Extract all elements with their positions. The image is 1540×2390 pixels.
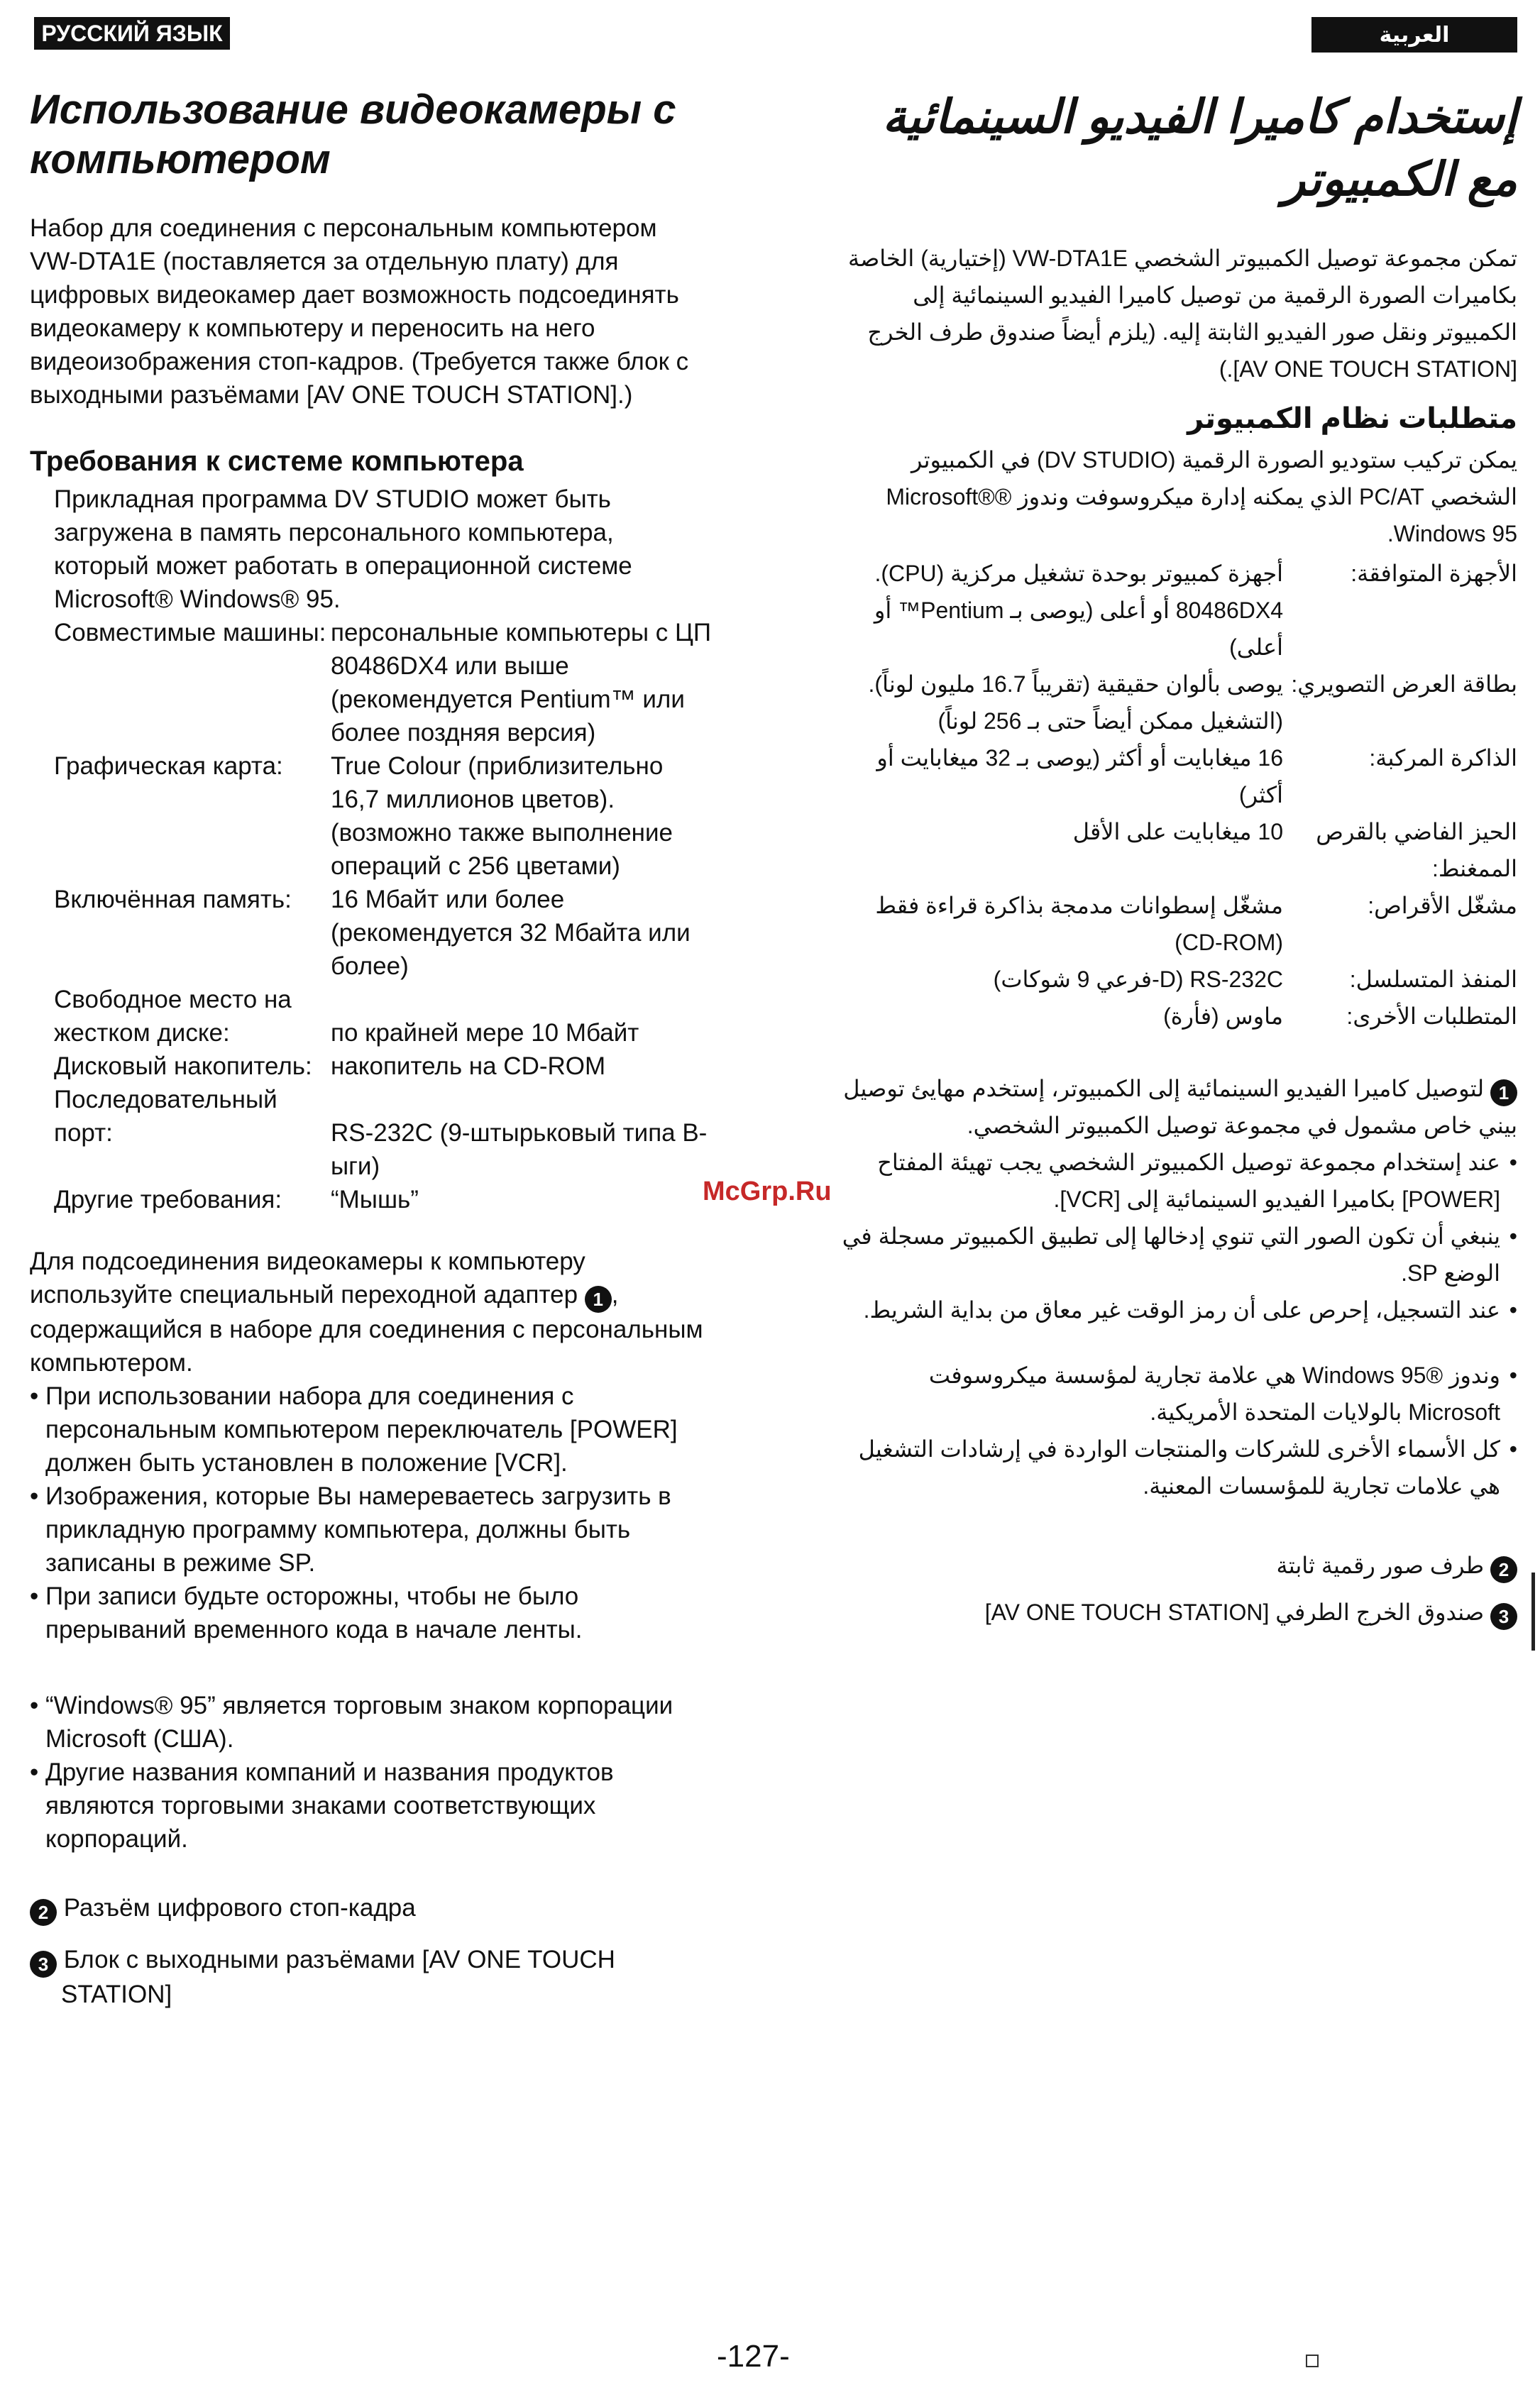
ru-spec-value: “Мышь” [331,1186,419,1213]
ru-legend [30,1891,711,2011]
ar-notes-list [837,1144,1517,1328]
ru-spec-value: True Colour (приблизительно 16,7 миллионов цветов). (возможно также выполнение операций с 256 цветами) [331,752,673,880]
ar-legend-text: صندوق الخرج الطرفي [AV ONE TOUCH STATION] [984,1599,1485,1625]
ar-connect-text: لتوصيل كاميرا الفيديو السينمائية إلى الكمبيوتر، إستخدم مهايئ توصيل بيني خاص مشمول في مجموعة توصيل الكمبيوتر الشخصي. [843,1076,1517,1138]
ar-legend-text: طرف صور رقمية ثابتة [1276,1553,1485,1578]
ru-spec-key: Другие требования: [54,1186,282,1213]
ar-connect-paragraph [837,1070,1517,1144]
ru-requirements-intro: Прикладная программа DV STUDIO может быть загружена в память персонального компьютера, который может работать в операционной системе Microsoft® Windows® 95. [54,485,632,613]
ru-spec-table [54,616,711,1216]
callout-3-icon: 3 [30,1951,57,1978]
ar-trademark-list [837,1357,1517,1504]
callout-3-icon: 3 [1490,1603,1517,1630]
arabic-column [837,85,1517,1631]
ar-spec-key: الذاكرة المركبة: [1369,745,1517,771]
ru-spec-key: Совместимые машины: [54,619,326,646]
ar-note-item: • عند التسجيل، إحرص على أن رمز الوقت غير معاق من بداية الشريط. [837,1292,1517,1328]
ru-spec-value: накопитель на CD-ROM [331,1052,606,1080]
callout-2-icon: 2 [1490,1556,1517,1583]
watermark-text: McGrp.Ru [703,1177,832,1206]
ru-legend-item [30,1891,711,1926]
ru-spec-key: Графическая карта: [54,752,283,780]
ru-note-item: • Изображения, которые Вы намереваетесь загрузить в прикладную программу компьютера, должны быть записаны в режиме SP. [30,1480,711,1580]
ar-spec-value: RS-232C (D-فرعي 9 شوكات) [993,967,1283,992]
ru-spec-value: RS-232C (9-штырьковый типа B-ыги) [331,1119,708,1180]
ar-note-item: • عند إستخدام مجموعة توصيل الكمبيوتر الشخصي يجب تهيئة المفتاح [POWER] بكاميرا الفيديو السينمائية إلى [VCR]. [837,1144,1517,1218]
language-tab-arabic: العربية [1311,17,1517,53]
ru-spec-key: Включённая память: [54,886,292,913]
russian-column [30,85,711,2011]
ru-trademark-item: • “Windows® 95” является торговым знаком корпорации Microsoft (США). [30,1689,711,1756]
ar-spec-key: بطاقة العرض التصويري: [1291,671,1517,697]
ar-spec-key: مشغّل الأقراص: [1368,893,1517,918]
ar-spec-value: 16 ميغابايت أو أكثر (يوصى بـ 32 ميغابايت أو أكثر) [876,745,1283,808]
ru-legend-item [30,1943,711,2011]
ru-spec-key: Последовательный порт: [54,1086,277,1147]
ar-trademark-item: • وندوز ®Windows 95 هي علامة تجارية لمؤسسة ميكروسوفت Microsoft بالولايات المتحدة الأمريكية. [837,1357,1517,1431]
ru-trademark-list [30,1689,711,1856]
ar-spec-value: مشغّل إسطوانات مدمجة بذاكرة قراءة فقط (CD-ROM) [875,893,1283,955]
ar-spec-value: يوصى بألوان حقيقية (تقريباً 16.7 مليون لوناً). (التشغيل ممكن أيضاً حتى بـ 256 لوناً) [868,671,1283,734]
ru-connect-paragraph [30,1245,711,1380]
ar-spec-value: ماوس (فأرة) [1163,1003,1283,1029]
callout-2-icon: 2 [30,1899,57,1926]
ru-page-title: Использование видеокамеры с компьютером [30,87,676,182]
ar-intro-paragraph: تمكن مجموعة توصيل الكمبيوتر الشخصي VW-DTA1E (إختيارية) الخاصة بكاميرات الصورة الرقمية من توصيل كاميرا الفيديو السينمائية إلى الكمبيوتر ونقل صور الفيديو الثابتة إليه. (يلزم أيضاً صندوق طرف الخرج [AV ONE TOUCH STATION].) [847,246,1517,382]
ar-trademark-item: • كل الأسماء الأخرى للشركات والمنتجات الواردة في إرشادات التشغيل هي علامات تجارية للمؤسسات المعنية. [837,1431,1517,1504]
ru-requirements-heading: Требования к системе компьютера [30,446,524,477]
ar-spec-key: الحيز الفاضي بالقرص الممغنط: [1316,819,1517,881]
ru-spec-value: по крайней мере 10 Мбайт [331,1019,639,1047]
ar-spec-key: المنفذ المتسلسل: [1349,967,1517,992]
ar-spec-key: الأجهزة المتوافقة: [1351,561,1517,586]
ru-spec-key: Дисковый накопитель: [54,1052,312,1080]
ar-spec-value: أجهزة كمبيوتر بوحدة تشغيل مركزية (CPU). 80486DX4 أو أعلى (يوصى بـ Pentium™ أو أعلى) [874,561,1283,660]
ru-spec-value: 16 Мбайт или более (рекомендуется 32 Мбайта или более) [331,886,691,980]
ru-note-item: • При записи будьте осторожны, чтобы не было прерываний временного кода в начале ленты. [30,1580,711,1646]
corner-crop-mark [1306,2355,1319,2367]
language-tab-russian: РУССКИЙ ЯЗЫК [34,17,230,50]
ru-intro-paragraph: Набор для соединения с персональным компьютером VW-DTA1E (поставляется за отдельную плату) для цифровых видеокамер дает возможность подсоединять видеокамеру к компьютеру и переносить на него видеоизображения стоп-кадров. (Требуется также блок с выходными разъёмами [AV ONE TOUCH STATION].) [30,214,689,409]
ru-legend-text: Блок с выходными разъёмами [AV ONE TOUCH STATION] [61,1946,615,2008]
callout-1-icon: 1 [1490,1079,1517,1106]
ar-legend-item [837,1547,1517,1584]
ar-spec-value: 10 ميغابايت على الأقل [1072,819,1283,844]
ru-note-item: • При использовании набора для соединения с персональным компьютером переключатель [POWER] должен быть установлен в положение [VCR]. [30,1380,711,1480]
ar-page-title: إستخدام كاميرا الفيديو السينمائية مع الكمبيوتر [882,90,1517,205]
ar-spec-table [837,555,1517,1035]
ru-notes-list [30,1380,711,1646]
callout-1-icon: 1 [585,1286,612,1313]
ar-note-item: • ينبغي أن تكون الصور التي تنوي إدخالها إلى تطبيق الكمبيوتر مسجلة في الوضع SP. [837,1218,1517,1292]
ru-connect-text: Для подсоединения видеокамеры к компьютеру используйте специальный переходной адаптер [30,1248,585,1309]
page-edge-mark [1531,1573,1535,1651]
ar-legend [837,1547,1517,1631]
ar-spec-key: المتطلبات الأخرى: [1346,1003,1517,1029]
ru-spec-key: Свободное место на жестком диске: [54,986,292,1047]
ru-trademark-item: • Другие названия компаний и названия продуктов являются торговыми знаками соответствующих корпораций. [30,1756,711,1856]
page-number: -127- [717,2339,790,2374]
ar-requirements-heading: متطلبات نظام الكمبيوتر [1187,403,1517,434]
ar-legend-item [837,1594,1517,1631]
ar-requirements-intro: يمكن تركيب ستوديو الصورة الرقمية (DV STUDIO) في الكمبيوتر الشخصي PC/AT الذي يمكنه إدارة ميكروسوفت وندوز ®Microsoft® Windows 95. [886,447,1517,546]
ru-connect-text-end: , содержащийся в наборе для соединения с персональным компьютером. [30,1281,703,1377]
ru-spec-value: персональные компьютеры с ЦП 80486DX4 или выше (рекомендуется Pentium™ или более поздняя версия) [331,619,711,747]
ru-legend-text: Разъём цифрового стоп-кадра [63,1894,416,1922]
